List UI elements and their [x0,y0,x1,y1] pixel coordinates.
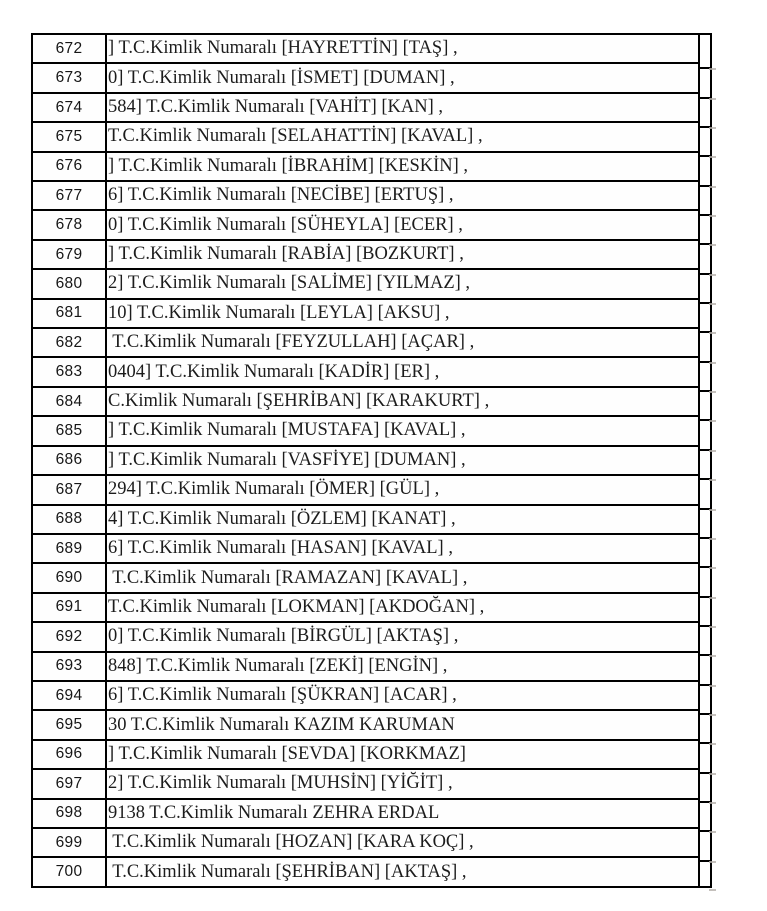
row-text: 0404] T.C.Kimlik Numaralı [KADİR] [ER] , [107,358,700,385]
row-number: 693 [33,653,107,680]
row-text: T.C.Kimlik Numaralı [FEYZULLAH] [AÇAR] , [107,329,700,356]
row-number: 696 [33,741,107,768]
scan-edge-stub [709,186,716,188]
row-number: 680 [33,270,107,297]
table-row [33,388,700,417]
scan-edge-stub [709,743,716,745]
scan-edge-stub [709,831,716,833]
scan-edge-stub [709,391,716,393]
table-rows [33,35,700,886]
row-text: T.C.Kimlik Numaralı [LOKMAN] [AKDOĞAN] , [107,594,700,621]
row-number: 689 [33,535,107,562]
table-row [33,653,700,682]
table-row [33,358,700,387]
table-row [33,829,700,858]
row-number: 687 [33,476,107,503]
scan-edge-stub [709,509,716,511]
scan-edge-stub [709,655,716,657]
row-text: 0] T.C.Kimlik Numaralı [BİRGÜL] [AKTAŞ] , [107,623,700,650]
scan-edge-stub [709,127,716,129]
row-text: T.C.Kimlik Numaralı [RAMAZAN] [KAVAL] , [107,564,700,591]
table-row [33,182,700,211]
scan-edge-stub [709,420,716,422]
row-number: 685 [33,417,107,444]
row-text: 6] T.C.Kimlik Numaralı [HASAN] [KAVAL] , [107,535,700,562]
scan-edge-stub [709,156,716,158]
scan-edge-stub [709,332,716,334]
scan-edge-stub [709,889,716,891]
margin-row-divider [700,886,710,888]
row-number: 695 [33,711,107,738]
row-text: 9138 T.C.Kimlik Numaralı ZEHRA ERDAL [107,800,700,827]
scan-edge-stub [709,567,716,569]
scan-edge-stub [709,479,716,481]
row-text: 10] T.C.Kimlik Numaralı [LEYLA] [AKSU] , [107,300,700,327]
table-row [33,682,700,711]
row-number: 686 [33,447,107,474]
row-number: 684 [33,388,107,415]
row-number: 700 [33,858,107,885]
table-row [33,476,700,505]
row-number: 682 [33,329,107,356]
records-table [31,33,712,888]
row-text: 6] T.C.Kimlik Numaralı [ŞÜKRAN] [ACAR] , [107,682,700,709]
scan-edge-stub [709,773,716,775]
scan-edge-stub [709,68,716,70]
row-number: 692 [33,623,107,650]
row-number: 674 [33,94,107,121]
row-number: 673 [33,64,107,91]
row-text: 584] T.C.Kimlik Numaralı [VAHİT] [KAN] , [107,94,700,121]
row-text: C.Kimlik Numaralı [ŞEHRİBAN] [KARAKURT] , [107,388,700,415]
row-number: 678 [33,211,107,238]
row-text: T.C.Kimlik Numaralı [SELAHATTİN] [KAVAL] , [107,123,700,150]
row-text: 4] T.C.Kimlik Numaralı [ÖZLEM] [KANAT] , [107,506,700,533]
table-row [33,123,700,152]
scan-edge-stub [709,861,716,863]
row-text: 0] T.C.Kimlik Numaralı [İSMET] [DUMAN] , [107,64,700,91]
scan-edge-stub [709,98,716,100]
row-text: ] T.C.Kimlik Numaralı [SEVDA] [KORKMAZ] [107,741,700,768]
table-row [33,741,700,770]
row-number: 679 [33,241,107,268]
row-number: 681 [33,300,107,327]
table-row [33,447,700,476]
table-row [33,270,700,299]
row-text: T.C.Kimlik Numaralı [HOZAN] [KARA KOÇ] , [107,829,700,856]
row-text: 0] T.C.Kimlik Numaralı [SÜHEYLA] [ECER] , [107,211,700,238]
table-row [33,35,700,64]
scan-edge-stub [709,362,716,364]
row-number: 675 [33,123,107,150]
table-row [33,241,700,270]
row-text: ] T.C.Kimlik Numaralı [VASFİYE] [DUMAN] , [107,447,700,474]
row-number: 688 [33,506,107,533]
scan-edge-stub [709,215,716,217]
scan-edge-stub [709,303,716,305]
row-text: ] T.C.Kimlik Numaralı [İBRAHİM] [KESKİN] , [107,153,700,180]
scan-edge-stub [709,626,716,628]
table-row [33,94,700,123]
row-text: ] T.C.Kimlik Numaralı [MUSTAFA] [KAVAL] , [107,417,700,444]
table-row [33,623,700,652]
table-row [33,64,700,93]
row-number: 697 [33,770,107,797]
scan-edge-stub [709,714,716,716]
row-number: 698 [33,800,107,827]
table-row [33,535,700,564]
table-row [33,506,700,535]
row-number: 683 [33,358,107,385]
table-row [33,858,700,885]
scan-edge-stub [709,597,716,599]
table-row [33,329,700,358]
row-number: 676 [33,153,107,180]
table-row [33,564,700,593]
scan-edge-stub [709,274,716,276]
row-text: T.C.Kimlik Numaralı [ŞEHRİBAN] [AKTAŞ] , [107,858,700,885]
table-row [33,300,700,329]
row-text: ] T.C.Kimlik Numaralı [RABİA] [BOZKURT] , [107,241,700,268]
scan-edge-stub [709,538,716,540]
scan-edge-stub [709,450,716,452]
table-row [33,800,700,829]
row-number: 672 [33,35,107,62]
row-number: 699 [33,829,107,856]
table-row [33,417,700,446]
row-number: 694 [33,682,107,709]
row-text: 294] T.C.Kimlik Numaralı [ÖMER] [GÜL] , [107,476,700,503]
row-text: 848] T.C.Kimlik Numaralı [ZEKİ] [ENGİN] , [107,653,700,680]
right-margin-column [700,35,710,886]
row-number: 677 [33,182,107,209]
row-text: 2] T.C.Kimlik Numaralı [SALİME] [YILMAZ] , [107,270,700,297]
table-row [33,153,700,182]
scan-edge-stub [709,244,716,246]
row-text: 30 T.C.Kimlik Numaralı KAZIM KARUMAN [107,711,700,738]
table-row [33,211,700,240]
row-number: 691 [33,594,107,621]
row-number: 690 [33,564,107,591]
table-row [33,711,700,740]
row-text: ] T.C.Kimlik Numaralı [HAYRETTİN] [TAŞ] , [107,35,700,62]
table-row [33,594,700,623]
scan-edge-stub [709,685,716,687]
scan-edge-stub [709,802,716,804]
row-text: 2] T.C.Kimlik Numaralı [MUHSİN] [YİĞİT] , [107,770,700,797]
table-row [33,770,700,799]
row-text: 6] T.C.Kimlik Numaralı [NECİBE] [ERTUŞ] , [107,182,700,209]
